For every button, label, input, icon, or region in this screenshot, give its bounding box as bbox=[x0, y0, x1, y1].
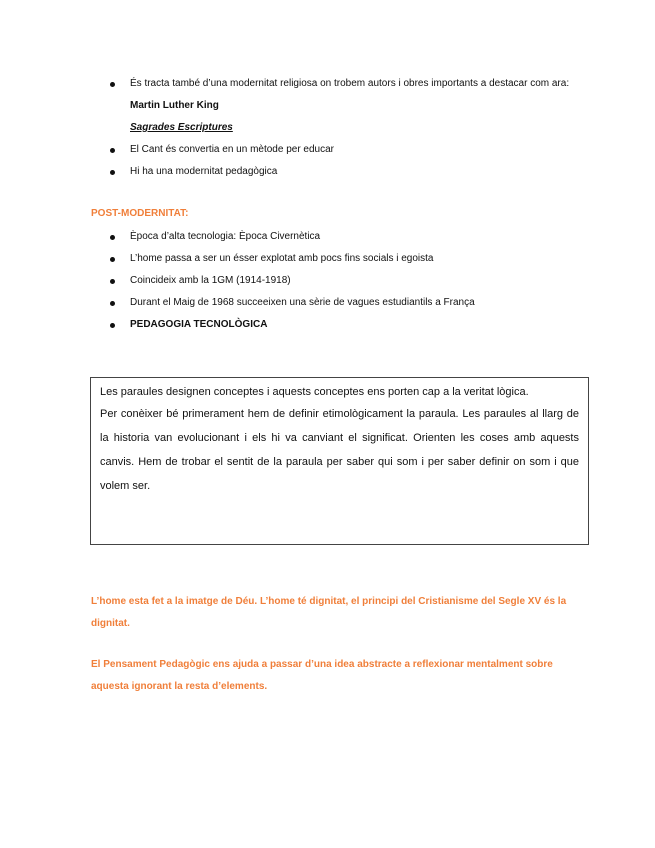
list-item bbox=[110, 292, 580, 314]
list-item-text: El Cant és convertia en un mètode per educar bbox=[130, 144, 335, 155]
modernitat-list bbox=[110, 73, 580, 183]
postmodernitat-list bbox=[110, 226, 580, 336]
list-item-text: L’home passa a ser un ésser explotat amb pocs fins socials i egoista bbox=[130, 253, 434, 264]
list-item bbox=[110, 226, 580, 248]
list-item-text: És tracta també d’una modernitat religiosa on trobem autors i obres importants a destacar com ara: bbox=[130, 78, 570, 89]
work-title: Sagrades Escriptures bbox=[130, 122, 233, 133]
list-item-text: Època d’alta tecnologia: Època Civernètica bbox=[130, 231, 321, 242]
list-item-text: Hi ha una modernitat pedagògica bbox=[130, 166, 278, 177]
list-item bbox=[110, 248, 580, 270]
box-paragraph-2: Per conèixer bé primerament hem de definir etimològicament la paraula. Les paraules al llarg de la historia van evolucionant i els hi va canviant el significat. Orienten les coses amb aquests canvis. Hem de trobar el sentit de la paraula per saber qui som i per saber definir on som i que volem ser. bbox=[100, 408, 579, 492]
list-item-text: Durant el Maig de 1968 succeeixen una sèrie de vagues estudiantils a França bbox=[130, 297, 475, 308]
list-item bbox=[110, 161, 580, 183]
list-item bbox=[110, 314, 580, 336]
list-item bbox=[110, 73, 580, 139]
text-box bbox=[90, 377, 589, 545]
highlight-paragraph-2: El Pensament Pedagògic ens ajuda a passar d’una idea abstracte a reflexionar mentalment sobre aquesta ignorant la resta d’elements. bbox=[91, 659, 553, 692]
author-name: Martin Luther King bbox=[130, 100, 219, 111]
list-item-text: Coincideix amb la 1GM (1914-1918) bbox=[130, 275, 291, 286]
list-item bbox=[110, 139, 580, 161]
list-item bbox=[110, 270, 580, 292]
list-item-text: PEDAGOGIA TECNOLÒGICA bbox=[130, 319, 268, 330]
box-paragraph-1: Les paraules designen conceptes i aquests conceptes ens porten cap a la veritat lògica. bbox=[100, 386, 529, 398]
highlight-paragraph-1: L’home esta fet a la imatge de Déu. L’home té dignitat, el principi del Cristianisme del Segle XV és la dignitat. bbox=[91, 596, 567, 629]
section-heading: POST-MODERNITAT: bbox=[91, 208, 189, 219]
